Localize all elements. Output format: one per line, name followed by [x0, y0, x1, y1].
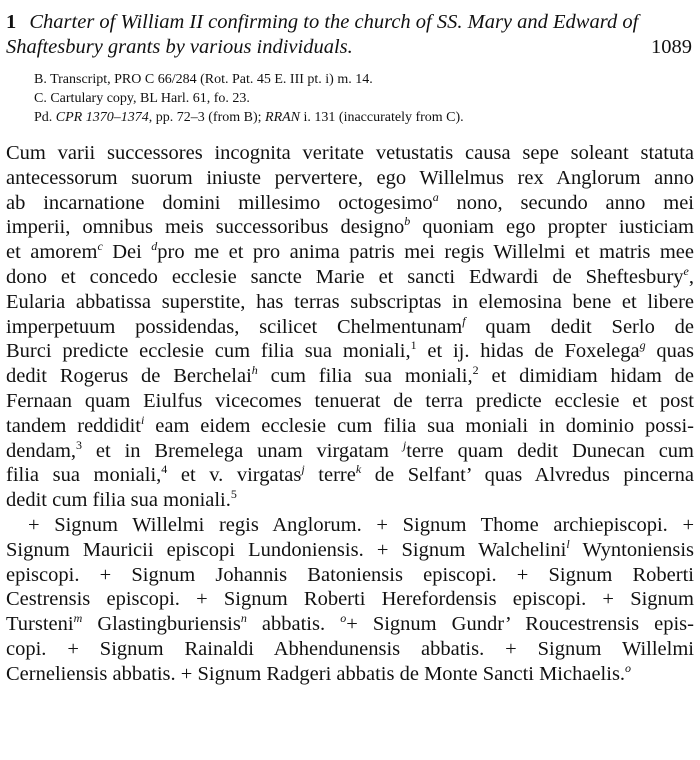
- footnote-marker: h: [251, 363, 258, 378]
- text-line: ab incarnatione domini millesimo octogesimo$^a$ nono, secundo anno mei: [6, 189, 694, 214]
- footnote-marker: i: [141, 412, 145, 427]
- text-line: imperii, omnibus meis successoribus designo$^b$ quoniam ego propter iusticiam: [6, 214, 694, 239]
- footnote-marker: j: [301, 462, 305, 477]
- text-line: + Signum Willelmi regis Anglorum. + Signum Thome archiepiscopi. +: [28, 513, 694, 536]
- footnote-marker: l: [566, 536, 570, 551]
- footnote-marker: b: [404, 214, 411, 229]
- text-line: antecessorum suorum iniuste pervertere, ego Willelmus rex Anglorum anno: [6, 166, 694, 189]
- witness-list: [6, 513, 694, 687]
- footnote-marker: a: [432, 189, 439, 204]
- footnote-marker: c: [97, 239, 103, 254]
- footnote-marker: k: [355, 462, 362, 477]
- text-line: Cerneliensis abbatis. + Signum Radgeri abbatis de Monte Sancti Michaelis.$^o$: [6, 660, 632, 685]
- footnote-marker: f: [462, 313, 466, 328]
- footnote-marker: j: [402, 437, 407, 452]
- footnote-marker: n: [240, 611, 247, 626]
- footnote-marker: o: [625, 660, 632, 675]
- charter-number: 1: [6, 11, 17, 33]
- text-line: Cestrensis episcopi. + Signum Roberti Herefordensis episcopi. + Signum: [6, 588, 694, 611]
- charter-paragraph: [6, 141, 694, 513]
- source-notes: [34, 70, 694, 127]
- footnote-marker: e: [683, 264, 689, 279]
- footnote-marker: 1: [410, 338, 417, 353]
- source-printed: Pd. CPR 1370–1374, pp. 72–3 (from B); RRAN i. 131 (inaccurately from C).: [34, 110, 464, 125]
- footnote-marker: g: [639, 338, 646, 353]
- source-b: B. Transcript, PRO C 66/284 (Rot. Pat. 45 E. III pt. i) m. 14.: [34, 72, 373, 87]
- text-line: dedit cum filia sua moniali.$^5$: [6, 487, 237, 512]
- text-line: episcopi. + Signum Johannis Batoniensis episcopi. + Signum Roberti: [6, 563, 694, 586]
- charter-date: 1089: [651, 36, 692, 58]
- text-line: Eularia abbatissa superstite, has terras subscriptas in elemosina bene et libere: [6, 290, 694, 313]
- text-line: dono et concedo ecclesie sancte Marie et sancti Edwardi de Sheftesbury$^e$,: [6, 264, 694, 288]
- footnote-marker: d: [151, 239, 158, 254]
- footnote-marker: 5: [230, 487, 237, 502]
- footnote-marker: 4: [161, 462, 168, 477]
- text-line: copi. + Signum Rainaldi Abhendunensis abbatis. + Signum Willelmi: [6, 637, 694, 660]
- footnote-marker: m: [73, 611, 83, 626]
- source-c: C. Cartulary copy, BL Harl. 61, fo. 23.: [34, 91, 250, 106]
- text-line: Cum varii successores incognita veritate vetustatis causa sepe soleant statuta: [6, 142, 694, 164]
- text-line: Burci predicte ecclesie cum filia sua moniali,$^1$ et ij. hidas de Foxelega$^g$ quas: [6, 338, 694, 363]
- text-line: Signum Mauricii episcopi Lundoniensis. + Signum Walchelini$^l$ Wyntoniensis: [6, 536, 695, 561]
- charter-title-line-2: Shaftesbury grants by various individuals.: [6, 36, 353, 58]
- text-line: Fernaan quam Eiulfus vicecomes tenuerat de terra predicte ecclesie et post: [6, 389, 694, 412]
- text-line: tandem reddidit$^i$ eam eidem ecclesie cum filia sua moniali in dominio possi-: [6, 412, 694, 437]
- heading-line-2: [6, 35, 692, 60]
- text-line: Tursteni$^m$ Glastingburiensis$^n$ abbatis. $^o$+ Signum Gundr’ Roucestrensis epis-: [6, 611, 694, 636]
- text-line: et amorem$^c$ Dei $^d$pro me et pro anima patris mei regis Willelmi et matris mee: [6, 239, 694, 264]
- charter-heading: [6, 10, 694, 60]
- footnote-marker: 2: [472, 363, 479, 378]
- heading-line-1: [6, 10, 692, 35]
- charter-title-line-1: Charter of William II confirming to the church of SS. Mary and Edward of: [29, 11, 639, 33]
- charter-text: [6, 141, 694, 687]
- footnote-marker: o: [340, 611, 347, 626]
- footnote-marker: 3: [76, 437, 83, 452]
- text-line: dedit Rogerus de Berchelai$^h$ cum filia sua moniali,$^2$ et dimidiam hidam de: [6, 363, 695, 388]
- text-line: imperpetuum possidendas, scilicet Chelmentunam$^f$ quam dedit Serlo de: [6, 313, 694, 338]
- text-line: filia sua moniali,$^4$ et v. virgatas$^j$ terre$^k$ de Selfant’ quas Alvredus pincerna: [6, 462, 694, 487]
- text-line: dendam,$^3$ et in Bremelega unam virgatam $^j$terre quam dedit Dunecan cum: [6, 437, 694, 462]
